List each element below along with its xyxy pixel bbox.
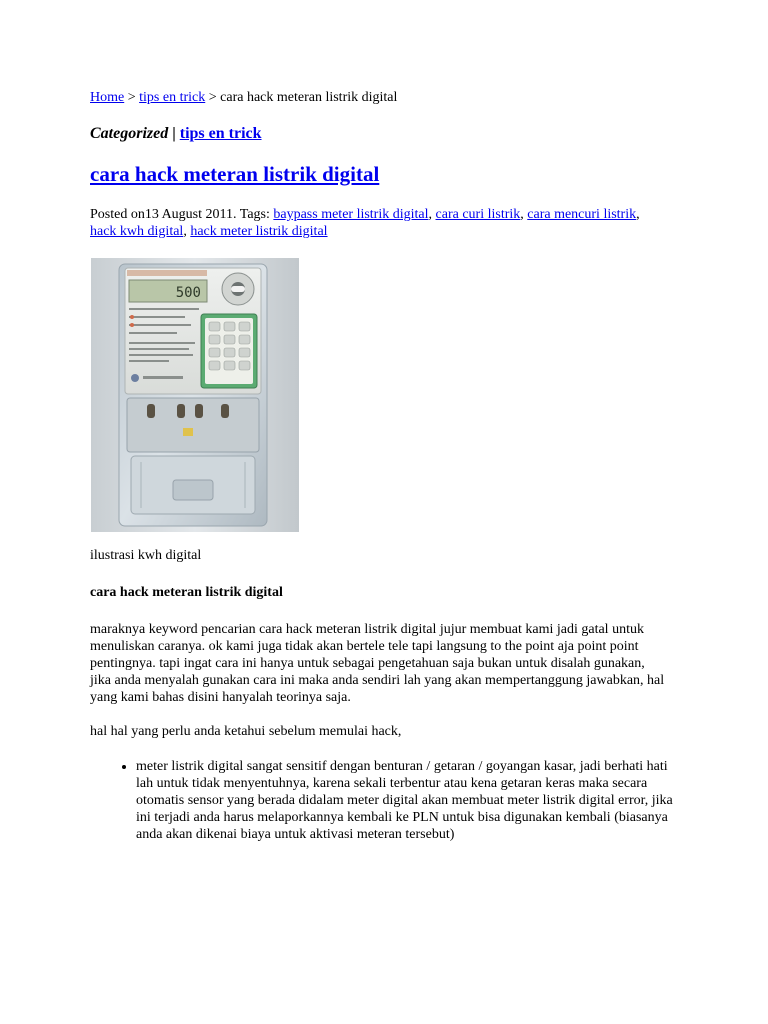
bullet-list	[90, 758, 680, 843]
breadcrumb	[90, 90, 397, 106]
breadcrumb-home-link[interactable]: Home	[90, 90, 125, 105]
tag-separator: ,	[428, 207, 436, 222]
tag-separator: ,	[636, 207, 640, 222]
body-paragraph: hal hal yang perlu anda ketahui sebelum memulai hack,	[90, 724, 402, 739]
bullet-item: • meter listrik digital sangat sensitif dengan benturan / getaran / goyangan kasar, jadi berhati hati lah untuk tidak menyentuhnya, karena sekali terbentur atau kena getaran keras maka secara otomatis sensor yang berada didalam meter digital akan membuat meter listrik digital error, jika ini terjadi anda harus melaporkannya kembali ke PLN untuk bisa digunakan kembali (biasanya anda akan dikenai biaya untuk aktivasi meteran tersebut)	[136, 758, 680, 843]
post-subheading: cara hack meteran listrik digital	[90, 585, 283, 600]
tag-link[interactable]: cara curi listrik	[435, 207, 521, 222]
category-separator: |	[168, 125, 180, 142]
tag-link[interactable]: hack kwh digital	[90, 224, 184, 239]
breadcrumb-separator: >	[205, 90, 221, 105]
breadcrumb-separator: >	[124, 90, 140, 105]
lcd-reading: 500	[175, 285, 201, 301]
image-caption: ilustrasi kwh digital	[90, 548, 202, 563]
body-paragraph: maraknya keyword pencarian cara hack meteran listrik digital jujur membuat kami jadi gatal untuk menuliskan caranya. ok kami juga tidak akan bertele tele tapi langsung to the point aja point point pentingnya. tapi ingat cara ini hanya untuk sebagai pengetahuan saja bukan untuk disalah gunakan, jika anda menyalah gunakan cara ini maka anda sendiri lah yang akan mempertanggung jawabkan, hal yang kami bahas disini hanyalah teorinya saja.	[90, 622, 665, 705]
tag-link[interactable]: hack meter listrik digital	[190, 224, 328, 239]
post-date: 13 August 2011	[144, 207, 233, 222]
post-title	[90, 162, 379, 187]
tags-label: . Tags:	[233, 207, 274, 222]
post-title-link[interactable]: cara hack meteran listrik digital	[90, 162, 380, 186]
tag-link[interactable]: cara mencuri listrik	[527, 207, 637, 222]
posted-prefix: Posted on	[90, 207, 145, 222]
category-line	[90, 125, 262, 143]
kwh-meter-photo	[91, 258, 299, 532]
post-meta	[90, 206, 650, 240]
tag-link[interactable]: baypass meter listrik digital	[273, 207, 429, 222]
tag-separator: ,	[520, 207, 528, 222]
breadcrumb-category-link[interactable]: tips en trick	[139, 90, 206, 105]
breadcrumb-current: cara hack meteran listrik digital	[220, 90, 398, 105]
categorized-label: Categorized	[90, 125, 169, 142]
tag-separator: ,	[183, 224, 191, 239]
category-link[interactable]: tips en trick	[179, 125, 262, 142]
